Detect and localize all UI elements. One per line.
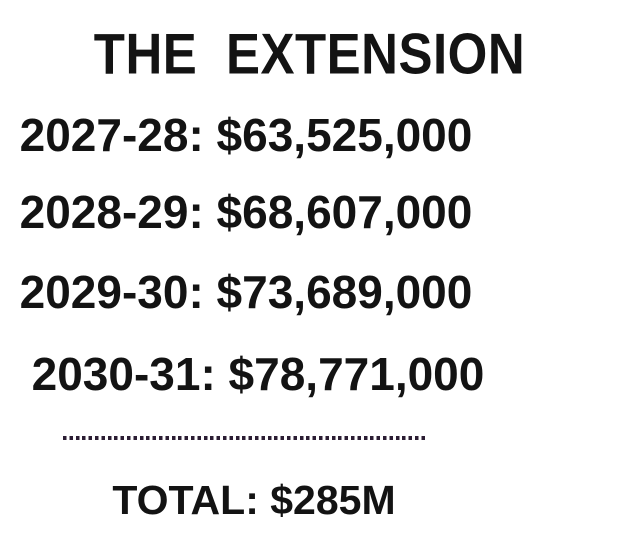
- contract-year-row-2030-31: 2030-31: $78,771,000: [31, 348, 485, 400]
- contract-year-row-2027-28: 2027-28: $63,525,000: [19, 109, 473, 161]
- contract-year-row-2028-29: 2028-29: $68,607,000: [19, 186, 473, 238]
- total-row: TOTAL: $285M: [112, 477, 396, 523]
- contract-year-row-2029-30: 2029-30: $73,689,000: [19, 266, 473, 318]
- dotted-separator-line: [63, 436, 425, 440]
- page-title: THE EXTENSION: [93, 21, 526, 87]
